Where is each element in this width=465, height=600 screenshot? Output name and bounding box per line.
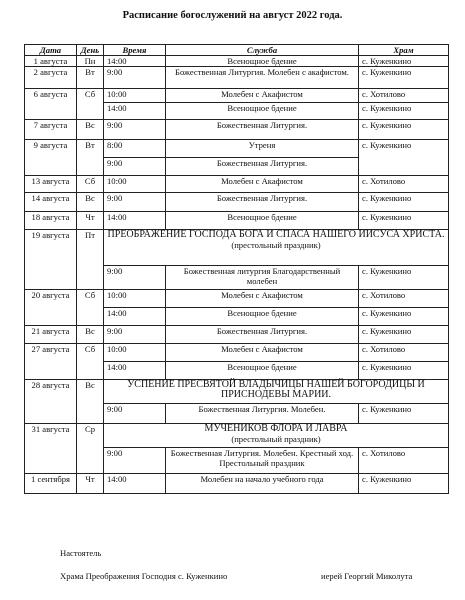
cell-service: Молебен с Акафистом [166,176,359,193]
cell-date: 2 августа [25,67,77,89]
table-row [25,344,449,362]
cell-date: 31 августа [25,424,77,474]
cell-service: Всенощное бдение [166,362,359,380]
cell-temple: с. Куженкино [359,120,449,140]
cell-service: Всенощное бдение [166,103,359,120]
feast-title: УСПЕНИЕ ПРЕСВЯТОЙ ВЛАДЫЧИЦЫ НАШЕЙ БОГОРОДИЦЫ И ПРИСНОДЕВЫ МАРИИ. [127,379,425,400]
cell-service: Молебен с Акафистом [166,89,359,103]
cell-day: Пт [77,230,104,290]
cell-time: 9:00 [104,404,166,424]
column-header-temple: Храм [359,45,449,56]
cell-date: 13 августа [25,176,77,193]
cell-day: Ср [77,424,104,474]
rector-label: Настоятель [60,548,102,558]
cell-temple: с. Куженкино [359,212,449,230]
cell-day: Чт [77,474,104,494]
column-header-time: Время [104,45,166,56]
table-row [25,424,449,448]
cell-date: 18 августа [25,212,77,230]
cell-service: Божественная Литургия. [166,158,359,176]
cell-time: 8:00 [104,140,166,158]
cell-service: Божественная Литургия. [166,193,359,212]
cell-service: Всенощное бдение [166,56,359,67]
cell-service: Божественная литургия Благодарственный молебен [166,266,359,290]
cell-temple: с. Куженкино [359,56,449,67]
cell-temple: с. Куженкино [359,266,449,290]
cell-service: Божественная Литургия. Молебен с акафистом. [166,67,359,89]
table-row [25,326,449,344]
cell-time: 14:00 [104,362,166,380]
cell-date: 21 августа [25,326,77,344]
column-header-day: День [77,45,104,56]
feast-title: МУЧЕНИКОВ ФЛОРА И ЛАВРА [204,423,348,434]
cell-date: 14 августа [25,193,77,212]
table-row [25,193,449,212]
cell-time: 10:00 [104,290,166,308]
cell-service: Утреня [166,140,359,158]
table-row [25,230,449,266]
cell-time: 9:00 [104,67,166,89]
cell-time: 9:00 [104,326,166,344]
cell-time: 10:00 [104,176,166,193]
cell-temple: с. Куженкино [359,362,449,380]
cell-feast [104,380,449,404]
cell-date: 19 августа [25,230,77,290]
schedule-body [25,56,449,494]
cell-time: 10:00 [104,344,166,362]
cell-date: 1 сентября [25,474,77,494]
cell-date: 27 августа [25,344,77,380]
feast-note: (престольный праздник) [231,240,321,250]
table-row [25,290,449,308]
cell-date: 6 августа [25,89,77,120]
table-header-row [25,45,449,56]
cell-temple: с. Хотилово [359,448,449,474]
cell-feast [104,424,449,448]
page-title: Расписание богослужений на август 2022 года. [122,10,343,21]
cell-time: 14:00 [104,308,166,326]
cell-service: Всенощное бдение [166,212,359,230]
table-row [25,67,449,89]
cell-time: 9:00 [104,193,166,212]
column-header-date: Дата [25,45,77,56]
column-header-service: Служба [166,45,359,56]
cell-day: Вс [77,326,104,344]
cell-time: 9:00 [104,266,166,290]
priest-name: иерей Георгий Миколута [321,571,413,581]
cell-service: Божественная Литургия. [166,326,359,344]
cell-temple: с. Куженкино [359,474,449,494]
cell-day: Чт [77,212,104,230]
cell-time: 14:00 [104,56,166,67]
cell-date: 7 августа [25,120,77,140]
table-row [25,140,449,158]
cell-service: Молебен на начало учебного года [166,474,359,494]
cell-day: Сб [77,176,104,193]
table-row [25,380,449,404]
cell-day: Вс [77,380,104,424]
cell-temple: с. Куженкино [359,193,449,212]
cell-date: 1 августа [25,56,77,67]
cell-day: Вт [77,67,104,89]
cell-service: Молебен с Акафистом [166,344,359,362]
cell-day: Вт [77,140,104,176]
cell-time: 9:00 [104,120,166,140]
church-name: Храма Преображения Господня с. Куженкино [60,571,228,581]
table-row [25,212,449,230]
cell-date: 28 августа [25,380,77,424]
table-row [25,56,449,67]
cell-day: Сб [77,89,104,120]
cell-time: 14:00 [104,474,166,494]
schedule-table [24,44,449,494]
feast-note: (престольный праздник) [231,434,321,444]
cell-service: Божественная Литургия. Молебен. Крестный ход. Престольный праздник [166,448,359,474]
table-row [25,176,449,193]
cell-service: Всенощное бдение [166,308,359,326]
cell-temple: с. Куженкино [359,308,449,326]
cell-temple: с. Куженкино [359,103,449,120]
cell-day: Вс [77,193,104,212]
cell-day: Вс [77,120,104,140]
table-row [25,120,449,140]
cell-temple: с. Хотилово [359,290,449,308]
cell-date: 20 августа [25,290,77,326]
cell-temple: с. Куженкино [359,404,449,424]
cell-day: Сб [77,290,104,326]
cell-temple: с. Куженкино [359,67,449,89]
feast-title: ПРЕОБРАЖЕНИЕ ГОСПОДА БОГА И СПАСА НАШЕГО ИИСУСА ХРИСТА. [107,229,445,240]
cell-date: 9 августа [25,140,77,176]
cell-day: Пн [77,56,104,67]
table-row [25,89,449,103]
cell-temple: с. Куженкино [359,140,449,176]
cell-time: 9:00 [104,448,166,474]
table-row [25,474,449,494]
cell-time: 14:00 [104,103,166,120]
cell-day: Сб [77,344,104,380]
cell-feast [104,230,449,266]
cell-temple: с. Хотилово [359,89,449,103]
cell-service: Молебен с Акафистом [166,290,359,308]
cell-time: 9:00 [104,158,166,176]
cell-service: Божественная Литургия. [166,120,359,140]
cell-temple: с. Куженкино [359,326,449,344]
cell-temple: с. Хотилово [359,344,449,362]
cell-service: Божественная Литургия. Молебен. [166,404,359,424]
cell-time: 10:00 [104,89,166,103]
cell-time: 14:00 [104,212,166,230]
cell-temple: с. Хотилово [359,176,449,193]
